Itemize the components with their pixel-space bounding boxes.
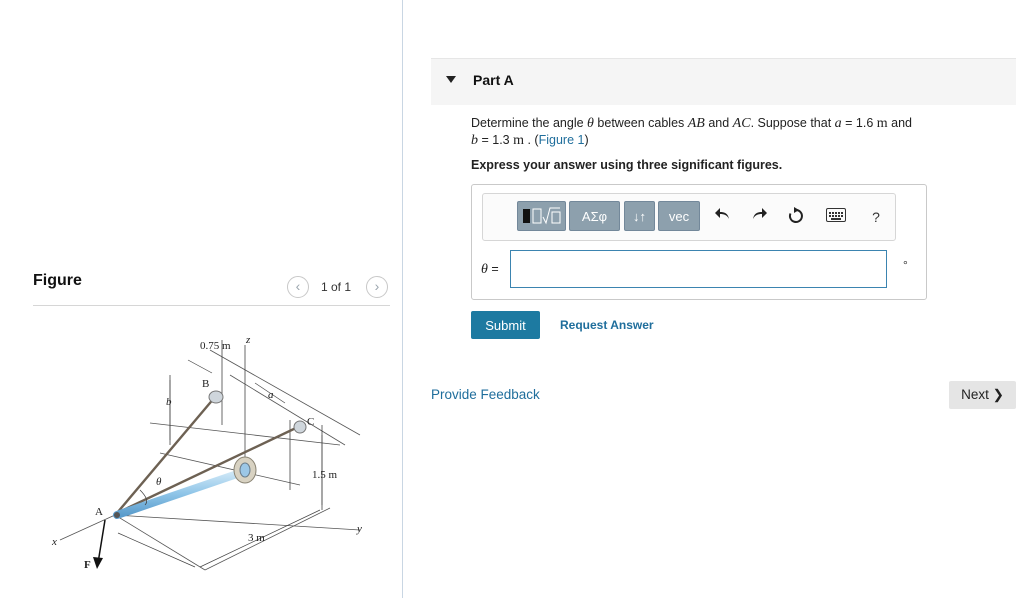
reset-icon[interactable] [786, 207, 806, 227]
cable-ac-symbol: AC [732, 116, 751, 131]
statics-figure [0, 305, 400, 598]
redo-icon[interactable] [749, 207, 769, 227]
redo-arrow-icon [751, 207, 767, 221]
label-dim-a: a [268, 389, 274, 401]
reset-circle-icon [787, 207, 805, 225]
label-3m: 3 m [248, 532, 265, 544]
anchor-c [294, 421, 306, 433]
panel-divider [402, 0, 403, 598]
question-segment: and [887, 116, 912, 130]
x-axis-line [60, 515, 115, 540]
question-segment: and [704, 116, 733, 130]
next-figure-button[interactable]: › [366, 276, 388, 298]
provide-feedback-link[interactable]: Provide Feedback [431, 387, 540, 402]
label-075m: 0.75 m [200, 340, 231, 352]
question-segment: . Suppose that [750, 116, 835, 130]
next-button[interactable]: Next ❯ [949, 381, 1016, 409]
label-force: F [84, 559, 91, 571]
previous-figure-button[interactable]: ‹ [287, 276, 309, 298]
figure-heading: Figure [33, 272, 82, 289]
keyboard-keys-icon [827, 210, 845, 222]
templates-icon [520, 205, 564, 227]
request-answer-link[interactable]: Request Answer [560, 318, 654, 332]
templates-button[interactable] [517, 201, 566, 231]
question-segment: Determine the angle [471, 116, 588, 130]
label-point-b: B [202, 378, 210, 390]
degree-unit: ° [903, 258, 908, 272]
label-z-axis: z [246, 334, 251, 346]
undo-icon[interactable] [713, 207, 733, 227]
label-point-c: C [307, 416, 315, 428]
label-x-axis: x [52, 536, 57, 548]
question-text [471, 115, 991, 149]
unit-m: m [513, 133, 524, 148]
label-theta: θ [156, 476, 162, 488]
anchor-b [209, 391, 223, 403]
theta-symbol: θ [587, 116, 594, 131]
subscript-superscript-button[interactable]: ↓↑ [624, 201, 655, 231]
cable-ab-symbol: AB [687, 116, 705, 131]
answer-label [481, 262, 499, 278]
greek-symbols-button[interactable]: ΑΣφ [569, 201, 620, 231]
unit-m: m [876, 116, 888, 131]
answer-variable: θ [481, 262, 488, 277]
submit-button[interactable]: Submit [471, 311, 540, 339]
undo-arrow-icon [715, 207, 731, 221]
a-value: = 1.6 [841, 116, 877, 130]
label-y-axis: y [357, 523, 362, 535]
b-variable: b [471, 133, 478, 148]
keyboard-icon[interactable] [826, 208, 846, 222]
question-segment: . ( [524, 133, 539, 147]
label-15m: 1.5 m [312, 469, 338, 481]
collapse-caret-icon[interactable] [446, 76, 456, 83]
answer-input[interactable] [510, 250, 887, 288]
help-button[interactable]: ? [872, 209, 880, 225]
part-a-header[interactable] [431, 58, 1016, 105]
pipe [117, 472, 243, 515]
vector-button[interactable]: vec [658, 201, 700, 231]
question-segment: between cables [593, 116, 688, 130]
figure-link[interactable]: Figure 1 [538, 133, 585, 147]
a-variable: a [834, 116, 842, 131]
label-point-a: A [95, 506, 103, 518]
point-a [114, 512, 120, 518]
b-value: = 1.3 [478, 133, 514, 147]
label-dim-b: b [166, 396, 172, 408]
cable-ac [117, 427, 298, 513]
answer-equals: = [487, 262, 499, 276]
figure-page-indicator: 1 of 1 [321, 280, 352, 294]
part-title: Part A [473, 72, 514, 88]
instruction-text: Express your answer using three significant figures. [471, 158, 783, 172]
question-segment: ) [584, 133, 589, 147]
